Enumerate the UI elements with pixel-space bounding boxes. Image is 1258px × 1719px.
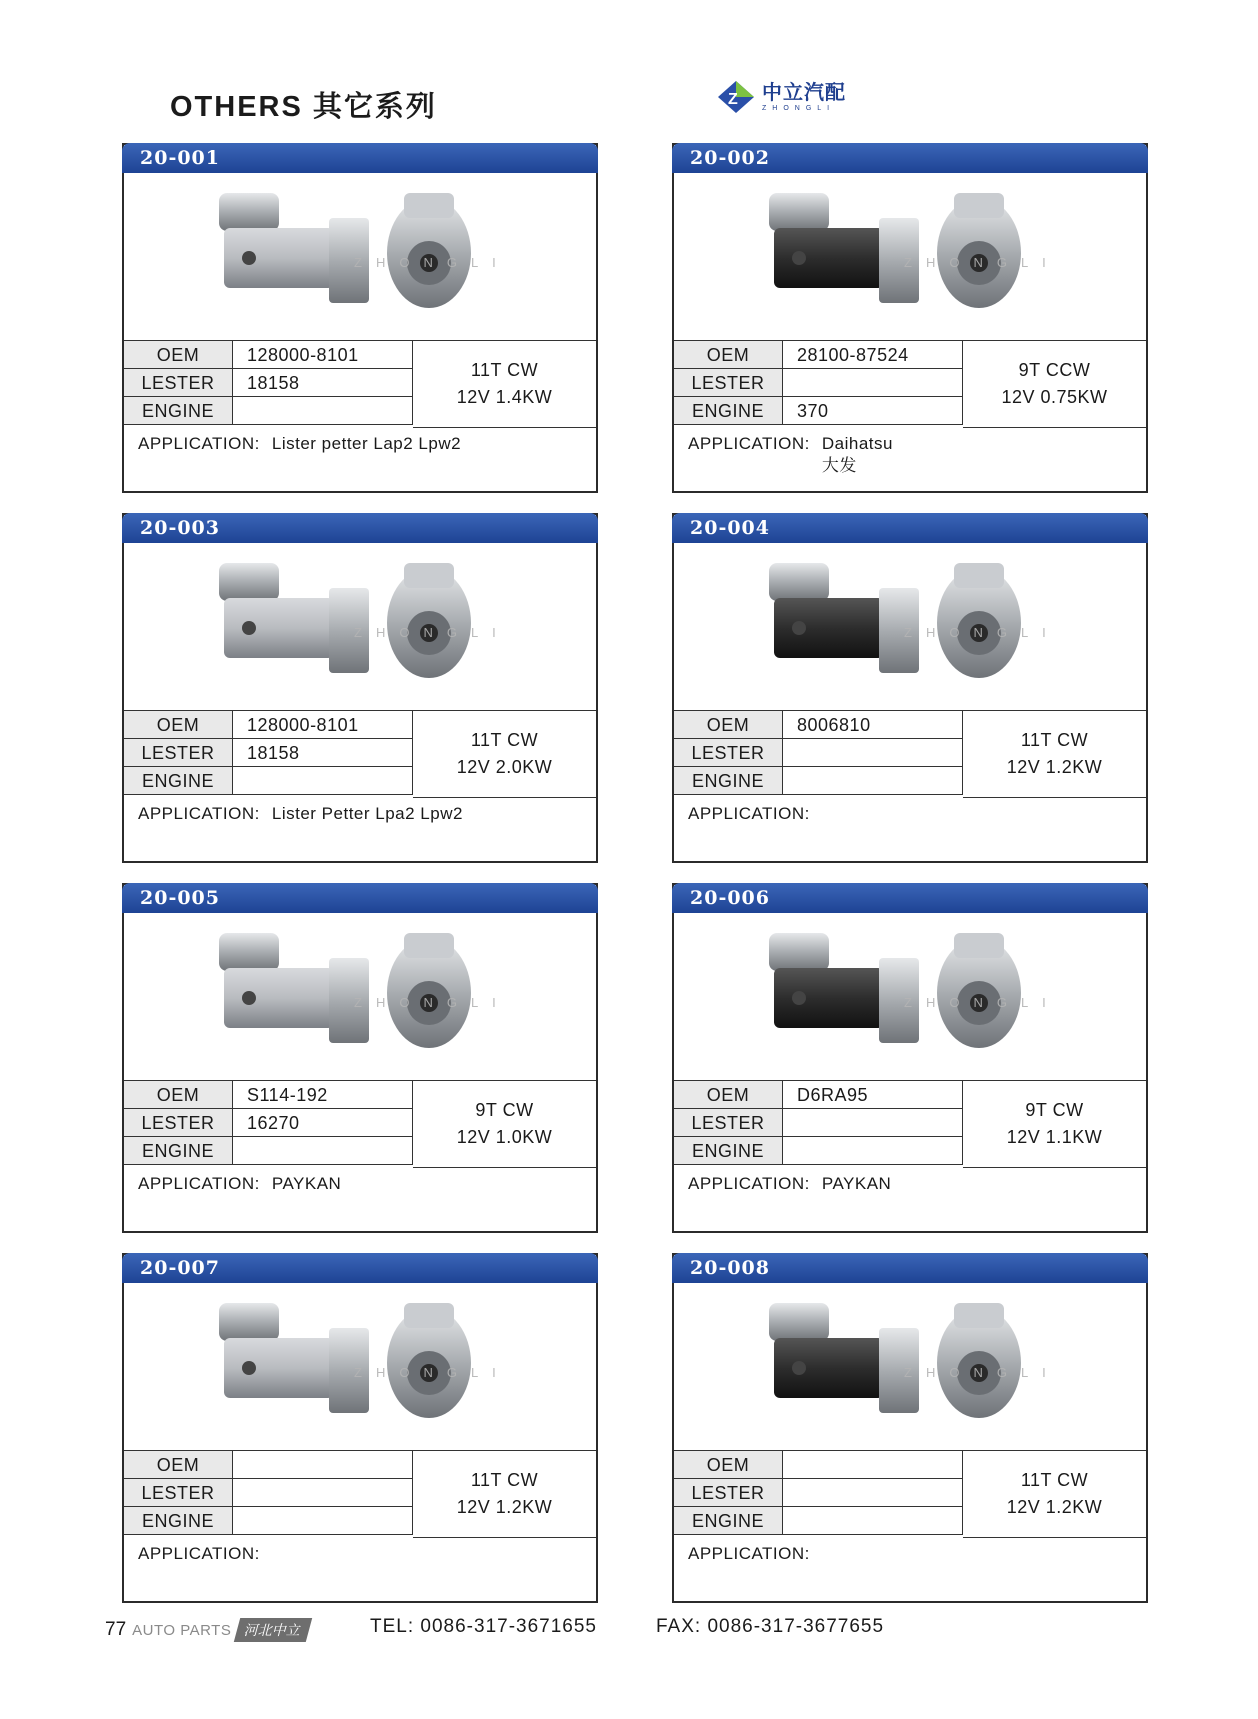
engine-label: ENGINE (124, 767, 233, 795)
application-row (688, 1543, 822, 1565)
voltage-power: 12V 1.2KW (1006, 757, 1103, 777)
product-code: 20-007 (122, 1253, 598, 1283)
oem-label: OEM (124, 341, 233, 369)
spec-table (124, 340, 596, 425)
oem-label: OEM (124, 1451, 233, 1479)
logo-english-name: ZHONGLI (762, 104, 836, 112)
application-row (688, 803, 822, 825)
lester-value: 16270 (233, 1109, 413, 1137)
lester-label: LESTER (674, 369, 783, 397)
product-photo (124, 173, 596, 338)
oem-value: 128000-8101 (233, 711, 413, 739)
product-card (672, 513, 1148, 863)
application-label: APPLICATION: (688, 804, 810, 823)
oem-value: S114-192 (233, 1081, 413, 1109)
engine-label: ENGINE (674, 397, 783, 425)
lester-value (233, 1479, 413, 1507)
spec-table (124, 1450, 596, 1535)
performance-cell (963, 1081, 1146, 1168)
voltage-power: 12V 1.2KW (1006, 1497, 1103, 1517)
spec-table (674, 340, 1146, 425)
watermark: ZHONGLI (904, 625, 1060, 640)
footer (105, 1618, 309, 1642)
teeth-rotation: 9T CW (475, 1100, 534, 1120)
logo-chinese-name: 中立汽配 (762, 81, 846, 104)
engine-value (783, 1137, 963, 1165)
product-photo (124, 1283, 596, 1448)
application-label: APPLICATION: (688, 434, 810, 453)
brand-logo (716, 80, 846, 114)
product-card (122, 143, 598, 493)
application-value: PAYKAN (821, 1174, 892, 1193)
watermark: ZHONGLI (354, 625, 510, 640)
lester-value: 18158 (233, 739, 413, 767)
application-value: Lister Petter Lpa2 Lpw2 (271, 804, 463, 823)
lester-value (783, 1479, 963, 1507)
teeth-rotation: 11T CW (470, 360, 539, 380)
oem-label: OEM (674, 711, 783, 739)
oem-label: OEM (674, 1081, 783, 1109)
watermark: ZHONGLI (354, 255, 510, 270)
lester-label: LESTER (674, 1479, 783, 1507)
lester-value: 18158 (233, 369, 413, 397)
product-photo (674, 913, 1146, 1078)
lester-label: LESTER (124, 739, 233, 767)
teeth-rotation: 11T CW (1020, 730, 1089, 750)
lester-value (783, 739, 963, 767)
watermark: ZHONGLI (904, 255, 1060, 270)
product-card (122, 513, 598, 863)
application-label: APPLICATION: (138, 434, 260, 453)
application-label: APPLICATION: (688, 1174, 810, 1193)
lester-label: LESTER (124, 1109, 233, 1137)
lester-value (783, 369, 963, 397)
product-code: 20-003 (122, 513, 598, 543)
product-code: 20-006 (672, 883, 1148, 913)
lester-value (783, 1109, 963, 1137)
product-photo (124, 543, 596, 708)
product-code: 20-008 (672, 1253, 1148, 1283)
oem-label: OEM (124, 1081, 233, 1109)
page-number: 77 (105, 1619, 127, 1640)
application-value: Daihatsu 大发 (821, 434, 893, 475)
spec-table (124, 710, 596, 795)
engine-label: ENGINE (124, 1507, 233, 1535)
engine-label: ENGINE (124, 397, 233, 425)
voltage-power: 12V 1.2KW (456, 1497, 553, 1517)
oem-value (233, 1451, 413, 1479)
application-label: APPLICATION: (138, 1174, 260, 1193)
application-label: APPLICATION: (688, 1544, 810, 1563)
spec-table (674, 1080, 1146, 1165)
application-value: PAYKAN (271, 1174, 342, 1193)
engine-label: ENGINE (124, 1137, 233, 1165)
zhongli-logo-icon (716, 80, 756, 114)
lester-label: LESTER (674, 1109, 783, 1137)
oem-value (783, 1451, 963, 1479)
engine-value (233, 1507, 413, 1535)
application-row (688, 433, 893, 477)
footer-fax: FAX: 0086-317-3677655 (656, 1616, 885, 1637)
product-photo (674, 543, 1146, 708)
oem-value: D6RA95 (783, 1081, 963, 1109)
product-card (672, 883, 1148, 1233)
page-title: OTHERS 其它系列 (170, 91, 437, 123)
product-card (672, 1253, 1148, 1603)
application-row (688, 1173, 891, 1195)
product-photo (674, 1283, 1146, 1448)
performance-cell (413, 341, 596, 428)
performance-cell (963, 341, 1146, 428)
voltage-power: 12V 0.75KW (1001, 387, 1108, 407)
oem-value: 8006810 (783, 711, 963, 739)
performance-cell (413, 711, 596, 798)
engine-value (233, 767, 413, 795)
watermark: ZHONGLI (354, 1365, 510, 1380)
spec-table (674, 710, 1146, 795)
watermark: ZHONGLI (904, 995, 1060, 1010)
spec-table (124, 1080, 596, 1165)
lester-label: LESTER (124, 369, 233, 397)
product-photo (124, 913, 596, 1078)
engine-value (233, 397, 413, 425)
watermark: ZHONGLI (904, 1365, 1060, 1380)
engine-value (783, 767, 963, 795)
engine-value (233, 1137, 413, 1165)
product-photo (674, 173, 1146, 338)
oem-label: OEM (674, 341, 783, 369)
engine-label: ENGINE (674, 1137, 783, 1165)
oem-label: OEM (674, 1451, 783, 1479)
lester-label: LESTER (674, 739, 783, 767)
product-code: 20-004 (672, 513, 1148, 543)
performance-cell (413, 1081, 596, 1168)
performance-cell (963, 1451, 1146, 1538)
application-row (138, 1173, 341, 1195)
product-card (122, 883, 598, 1233)
voltage-power: 12V 1.1KW (1006, 1127, 1103, 1147)
product-card (122, 1253, 598, 1603)
watermark: ZHONGLI (354, 995, 510, 1010)
application-value: Lister petter Lap2 Lpw2 (271, 434, 462, 453)
application-label: APPLICATION: (138, 804, 260, 823)
engine-label: ENGINE (674, 767, 783, 795)
oem-value: 128000-8101 (233, 341, 413, 369)
voltage-power: 12V 1.4KW (456, 387, 553, 407)
teeth-rotation: 11T CW (1020, 1470, 1089, 1490)
teeth-rotation: 11T CW (470, 730, 539, 750)
teeth-rotation: 11T CW (470, 1470, 539, 1490)
teeth-rotation: 9T CW (1025, 1100, 1084, 1120)
application-row (138, 803, 463, 825)
voltage-power: 12V 2.0KW (456, 757, 553, 777)
footer-auto-parts: AUTO PARTS (132, 1621, 232, 1639)
engine-value (783, 1507, 963, 1535)
oem-value: 28100-87524 (783, 341, 963, 369)
teeth-rotation: 9T CCW (1018, 360, 1091, 380)
svg-text:Z: Z (728, 91, 738, 108)
lester-label: LESTER (124, 1479, 233, 1507)
footer-tel: TEL: 0086-317-3671655 (370, 1616, 597, 1637)
performance-cell (963, 711, 1146, 798)
spec-table (674, 1450, 1146, 1535)
product-code: 20-005 (122, 883, 598, 913)
performance-cell (413, 1451, 596, 1538)
application-label: APPLICATION: (138, 1544, 260, 1563)
product-code: 20-002 (672, 143, 1148, 173)
voltage-power: 12V 1.0KW (456, 1127, 553, 1147)
engine-value: 370 (783, 397, 963, 425)
product-code: 20-001 (122, 143, 598, 173)
footer-company-tag: 河北中立 (234, 1618, 312, 1642)
product-card (672, 143, 1148, 493)
engine-label: ENGINE (674, 1507, 783, 1535)
application-row (138, 433, 461, 455)
application-row (138, 1543, 272, 1565)
oem-label: OEM (124, 711, 233, 739)
